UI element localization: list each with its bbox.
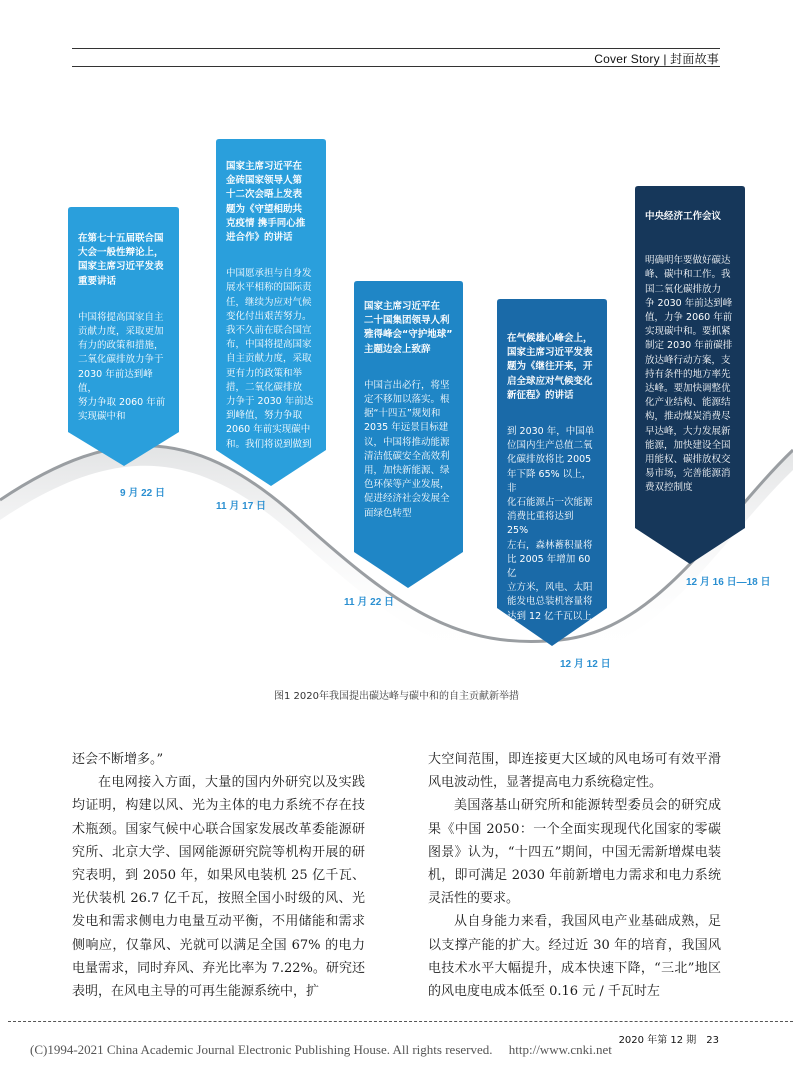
card-gap	[507, 403, 597, 425]
card-headline-line: 大会一般性辩论上，	[78, 247, 164, 259]
card-headline-line: 克疫情 携手同心推	[226, 217, 306, 229]
card-body-line: 能发电总装机容量将	[507, 596, 593, 608]
card-body-line: 清洁低碳安全高效利	[364, 450, 450, 462]
card-body-line: 力争于 2030 年前达	[226, 396, 314, 408]
card-body-line: 变化付出艰苦努力。	[226, 310, 312, 322]
date-label-4: 12 月 12 日	[560, 659, 611, 670]
card-headline	[645, 210, 735, 224]
card-body-line: 值，力争 2060 年前	[645, 312, 733, 324]
date-label-5: 12 月 16 日—18 日	[686, 577, 771, 588]
card-body-line: 二氧化碳排放力争于	[78, 354, 164, 366]
card-body-line: 化产业结构、能源结	[645, 397, 731, 409]
card-headline-line: 进合作》的讲话	[226, 232, 293, 244]
card-body-line: 促进经济社会发展全	[364, 493, 450, 505]
card-body-line: 更有力的政策和举	[226, 367, 303, 379]
timeline-card-4	[497, 332, 607, 624]
card-body-line: 达峰。要加快调整优	[645, 383, 731, 395]
card-body-line: 2030 年前达到峰值，	[78, 368, 153, 394]
card-body-line: 位国内生产总值二氧	[507, 440, 593, 452]
card-body-line: 消费比重将达到 25%	[507, 511, 574, 537]
card-body-line: 持有条件的地方率先	[645, 368, 731, 380]
article-paragraph: 从自身能力来看，我国风电产业基础成熟，足以支撑产能的扩大。经过近 30 年的培育，我国风电技术水平大幅提升，成本快速下降，“三北”地区的风电度电成本低至 0.16 元 / 千瓦时左	[428, 914, 721, 1000]
card-headline-line: 雅得峰会“守护地球”	[364, 329, 453, 341]
card-body-line: 措，二氧化碳排放	[226, 381, 303, 393]
card-body-line: 到 2030 年，中国单	[507, 426, 595, 438]
card-headline	[507, 332, 597, 403]
timeline-card-2	[216, 160, 326, 452]
card-body-line: 面绿色转型	[364, 507, 412, 519]
card-body	[226, 267, 316, 452]
card-headline-line: 在第七十五届联合国	[78, 233, 164, 244]
card-body-line: 自主贡献力度，采取	[226, 353, 312, 365]
card-body-line: 费双控制度	[645, 482, 693, 494]
card-body-line: 定不移加以落实。根	[364, 394, 450, 406]
card-body-line: 明确明年要做好碳达	[645, 255, 731, 267]
card-body-line: 中国言出必行，将坚	[364, 379, 450, 391]
card-gap	[226, 245, 316, 267]
card-body-line: 用，加快新能源、绿	[364, 465, 450, 477]
page-number: 2020 年第 12 期 23	[618, 1035, 719, 1046]
card-body-line: 贡献力度，采取更加	[78, 326, 164, 338]
card-headline	[226, 160, 316, 245]
card-body-line: 能源，加快建设全国	[645, 439, 731, 451]
timeline-card-1	[68, 232, 179, 424]
card-body-line: 努力争取 2060 年前	[78, 397, 166, 409]
article-paragraph: 在电网接入方面，大量的国内外研究以及实践均证明，构建以风、光为主体的电力系统不存在技术瓶颈。国家气候中心联合国家发展改革委能源研究所、北京大学、国网能源研究院等机构开展的研究表明，到 2050 年，如果风电装机 25 亿千瓦、光伏装机 26.7 亿千瓦，按照全国小时级的风、光发电和需求侧电力电量互动平衡，不用储能和需求侧响应，仅靠风、光就可以满足全国 67% 的电力电量需求，同时弃风、弃光比率为 7.22%。研究还表明，在风电主导的可再生能源系统中，扩	[72, 775, 365, 1000]
card-body-line: 化碳排放将比 2005	[507, 454, 592, 466]
card-body-line: 布，中国将提高国家	[226, 339, 312, 351]
card-headline-line: 十二次会晤上发表	[226, 189, 303, 201]
card-body-line: 议，中国将推动能源	[364, 436, 450, 448]
card-body	[78, 311, 169, 425]
figure-caption: 图1 2020年我国提出碳达峰与碳中和的自主贡献新举措	[274, 691, 519, 702]
card-body-line: 有力的政策和措施，	[78, 340, 164, 352]
card-headline-line: 新征程》的讲话	[507, 389, 574, 401]
date-label-1: 9 月 22 日	[120, 488, 166, 499]
card-headline	[78, 232, 169, 289]
card-headline-line: 国家主席习近平发表	[78, 261, 164, 273]
card-body-line: 展水平相称的国际责	[226, 282, 312, 294]
card-body-line: 和。我们将说到做到	[226, 438, 312, 450]
card-gap	[645, 224, 735, 254]
card-body-line: 我不久前在联合国宣	[226, 325, 312, 337]
article-paragraph: 美国落基山研究所和能源转型委员会的研究成果《中国 2050：一个全面实现现代化国家的零碳图景》认为，“十四五”期间，中国无需新增煤电装机，即可满足 2030 年前新增电力需求和电力系统灵活性的要求。	[428, 798, 721, 907]
copyright-notice: (C)1994-2021 China Academic Journal Electronic Publishing House. All rights reserved. http://www.cnki.net	[30, 1042, 612, 1057]
card-body-line: 构，推动煤炭消费尽	[645, 411, 731, 423]
article-paragraph: 还会不断增多。”	[72, 752, 164, 767]
card-body-line: 制定 2030 年前碳排	[645, 340, 733, 352]
card-body-line: 据“十四五”规划和	[364, 408, 441, 420]
card-headline-line: 二十国集团领导人利	[364, 315, 450, 327]
card-body-line: 实现碳中和。要抓紧	[645, 326, 731, 338]
card-body-line: 到峰值，努力争取	[226, 410, 303, 422]
footer-rule	[8, 1021, 793, 1022]
card-body-line: 早达峰，大力发展新	[645, 425, 731, 437]
date-label-3: 11 月 22 日	[344, 597, 395, 608]
card-body-line: 2060 年前实现碳中	[226, 424, 311, 436]
card-headline-line: 题为《守望相助共	[226, 203, 303, 215]
card-body-line: 争 2030 年前达到峰	[645, 297, 733, 309]
card-headline-line: 国家主席习近平发表	[507, 347, 593, 359]
card-headline-line: 题为《继往开来，开	[507, 361, 593, 373]
date-label-2: 11 月 17 日	[216, 501, 267, 512]
card-headline-line: 金砖国家领导人第	[226, 175, 303, 187]
card-headline	[364, 300, 453, 357]
card-body-line: 左右，森林蓄积量将	[507, 539, 593, 551]
card-body-line: 达到 12 亿千瓦以上	[507, 610, 592, 622]
card-body-line: 2035 年远景目标建	[364, 422, 449, 434]
card-gap	[364, 357, 453, 379]
card-body-line: 易市场，完善能源消	[645, 468, 731, 480]
card-gap	[78, 289, 169, 311]
card-body	[364, 379, 453, 521]
card-body-line: 用能权、碳排放权交	[645, 454, 731, 466]
card-headline-line: 国家主席习近平在	[226, 161, 303, 172]
card-headline-line: 主题边会上致辞	[364, 343, 431, 355]
timeline-card-3	[354, 300, 463, 521]
card-headline-line: 重要讲话	[78, 275, 117, 287]
card-headline-line: 启全球应对气候变化	[507, 375, 593, 387]
card-body-line: 中国将提高国家自主	[78, 311, 164, 323]
section-tag: Cover Story | 封面故事	[594, 52, 719, 66]
card-body-line: 中国愿承担与自身发	[226, 268, 312, 280]
card-headline-line: 在气候雄心峰会上，	[507, 333, 593, 344]
card-body-line: 立方米，风电、太阳	[507, 582, 593, 594]
timeline-card-5	[635, 210, 745, 496]
card-body-line: 峰、碳中和工作。我	[645, 269, 731, 281]
article-column-right	[428, 748, 721, 1003]
card-body-line: 放达峰行动方案，支	[645, 354, 731, 366]
card-body	[507, 425, 597, 624]
article-paragraph: 大空间范围，即连接更大区域的风电场可有效平滑风电波动性，显著提高电力系统稳定性。	[428, 752, 721, 791]
card-body-line: 实现碳中和	[78, 411, 126, 423]
card-headline-line: 中央经济工作会议	[645, 211, 722, 222]
card-body-line: 色环保等产业发展，	[364, 479, 450, 491]
card-body-line: 化石能源占一次能源	[507, 497, 593, 509]
card-body-line: 比 2005 年增加 60 亿	[507, 553, 591, 580]
card-body	[645, 254, 735, 495]
card-body-line: 年下降 65% 以上，非	[507, 468, 592, 494]
card-body-line: 国二氧化碳排放力	[645, 283, 722, 295]
card-headline-line: 国家主席习近平在	[364, 301, 441, 312]
card-body-line: 任，继续为应对气候	[226, 296, 312, 308]
article-column-left	[72, 748, 365, 1003]
